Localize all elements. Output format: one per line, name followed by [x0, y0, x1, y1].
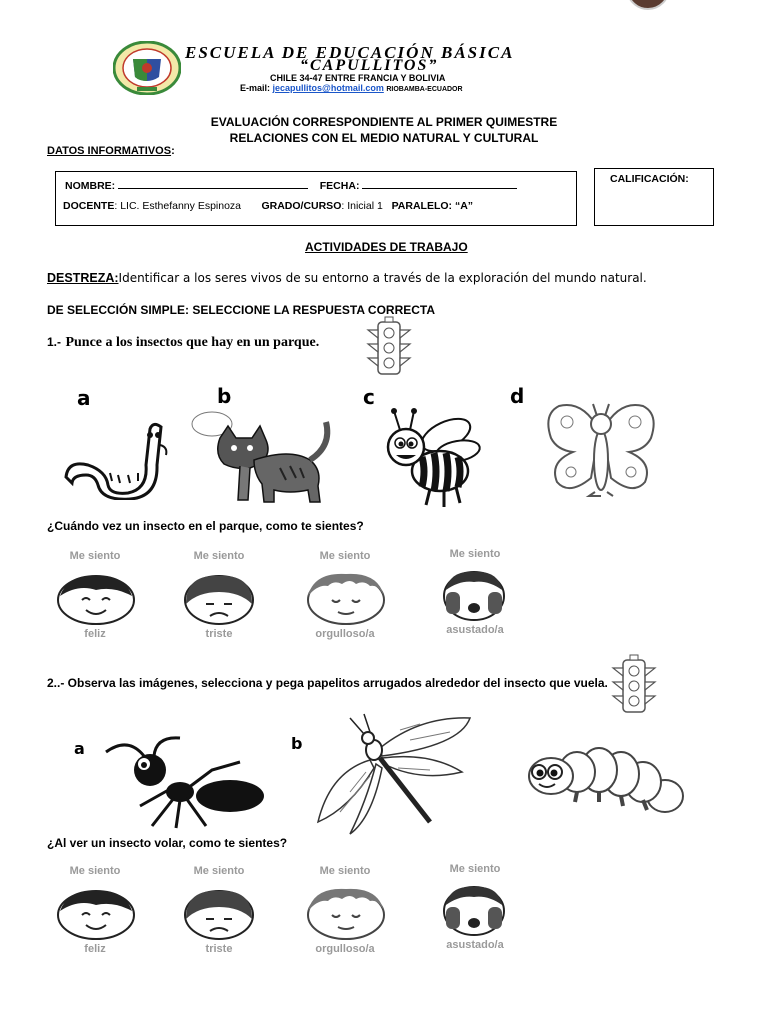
face-2b-top: Me siento	[193, 865, 245, 877]
datos-label: DATOS INFORMATIVOS	[47, 145, 172, 157]
feelings-question-2: ¿Al ver un insecto volar, como te sientes?	[47, 836, 288, 850]
face-3-top: Me siento	[319, 550, 371, 562]
face-2-top: Me siento	[193, 550, 245, 562]
nombre-row: NOMBRE: FECHA:	[65, 179, 517, 192]
face-1b-top: Me siento	[69, 865, 121, 877]
face-4b-top: Me siento	[449, 863, 501, 875]
activities-title: ACTIVIDADES DE TRABAJO	[305, 240, 468, 254]
info-box	[55, 171, 577, 226]
option-b[interactable]: b	[217, 384, 232, 408]
face-4-top: Me siento	[449, 548, 501, 560]
nombre-field[interactable]	[118, 179, 308, 189]
scared-face-icon[interactable]	[438, 566, 510, 627]
email-label: E-mail:	[240, 83, 271, 93]
face-4b-label: asustado/a	[446, 939, 504, 951]
docente-row: DOCENTE: LIC. Esthefanny Espinoza GRADO/CURSO: Inicial 1 PARALELO: “A”	[63, 200, 474, 212]
school-email-line	[240, 83, 463, 93]
option-c[interactable]: c	[363, 385, 375, 409]
dragonfly-image[interactable]	[310, 712, 475, 842]
face-4-label: asustado/a	[446, 624, 504, 636]
proud-face-icon[interactable]	[304, 570, 388, 631]
corner-avatar	[626, 0, 670, 10]
datos-heading	[47, 145, 175, 157]
happy-face-icon[interactable]	[54, 570, 138, 631]
grado-value: Inicial 1	[347, 200, 383, 212]
evaluation-title: EVALUACIÓN CORRESPONDIENTE AL PRIMER QUIMESTRE	[210, 115, 558, 129]
question-1	[47, 333, 319, 351]
school-subtitle: “CAPULLITOS”	[300, 57, 439, 74]
school-logo	[113, 41, 181, 95]
bee-image[interactable]	[380, 405, 485, 515]
nombre-label: NOMBRE	[65, 180, 112, 192]
destreza-label: DESTREZA:	[47, 271, 119, 285]
face-2-label: triste	[205, 628, 233, 640]
selection-heading: DE SELECCIÓN SIMPLE: SELECCIONE LA RESPUESTA CORRECTA	[47, 303, 436, 317]
face-1-top: Me siento	[69, 550, 121, 562]
faces-row-1	[40, 548, 540, 648]
option-a[interactable]: a	[77, 386, 91, 410]
face-3-label: orgulloso/a	[315, 628, 375, 640]
caterpillar-image[interactable]	[525, 740, 690, 825]
fecha-label: FECHA	[319, 180, 356, 192]
destreza-line	[47, 271, 647, 285]
scared-face-icon-2[interactable]	[438, 881, 510, 942]
school-city: RIOBAMBA-ECUADOR	[386, 86, 463, 93]
happy-face-icon-2[interactable]	[54, 885, 138, 946]
question-1-text: Punce a los insectos que hay en un parque.	[65, 335, 320, 350]
destreza-text: Identificar a los seres vivos de su entorno a través de la exploración del mundo natural.	[118, 271, 647, 285]
sad-face-icon-2[interactable]	[180, 885, 258, 946]
butterfly-image[interactable]	[543, 400, 658, 505]
face-3b-label: orgulloso/a	[315, 943, 375, 955]
option-d[interactable]: d	[510, 384, 525, 408]
calificacion-box[interactable]	[594, 168, 714, 226]
paralelo-value: “A”	[454, 200, 474, 212]
face-2b-label: triste	[205, 943, 233, 955]
faces-row-2	[40, 863, 540, 963]
subject-title: RELACIONES CON EL MEDIO NATURAL Y CULTURAL	[229, 131, 539, 145]
datos-colon: :	[171, 145, 175, 157]
face-1-label: feliz	[84, 628, 106, 640]
cat-image[interactable]	[190, 408, 340, 513]
face-1b-label: feliz	[84, 943, 106, 955]
face-3b-top: Me siento	[319, 865, 371, 877]
sad-face-icon[interactable]	[180, 570, 258, 631]
school-name: ESCUELA DE EDUCACIÓN BÁSICA	[185, 43, 515, 62]
question-1-number: 1.-	[47, 335, 62, 349]
calificacion-label: CALIFICACIÓN:	[610, 173, 689, 185]
proud-face-icon-2[interactable]	[304, 885, 388, 946]
question-2: 2..- Observa las imágenes, selecciona y pega papelitos arrugados alrededor del insecto que vuela.	[47, 676, 608, 690]
option-2b[interactable]: b	[291, 734, 303, 753]
fecha-field[interactable]	[362, 179, 517, 189]
option-2a[interactable]: a	[74, 739, 85, 758]
paralelo-label: PARALELO:	[391, 200, 453, 212]
grado-label: GRADO/CURSO	[261, 200, 342, 212]
worm-image[interactable]	[58, 415, 173, 505]
email-link[interactable]: jecapullitos@hotmail.com	[272, 83, 384, 93]
traffic-light-icon-2	[607, 653, 661, 722]
docente-value: LIC. Esthefanny Espinoza	[120, 200, 242, 212]
feelings-question-1: ¿Cuándo vez un insecto en el parque, como te sientes?	[47, 519, 364, 533]
docente-label: DOCENTE	[63, 200, 115, 212]
school-address: CHILE 34-47 ENTRE FRANCIA Y BOLIVIA	[270, 73, 446, 83]
ant-image[interactable]	[100, 734, 275, 834]
traffic-light-icon	[362, 316, 416, 383]
